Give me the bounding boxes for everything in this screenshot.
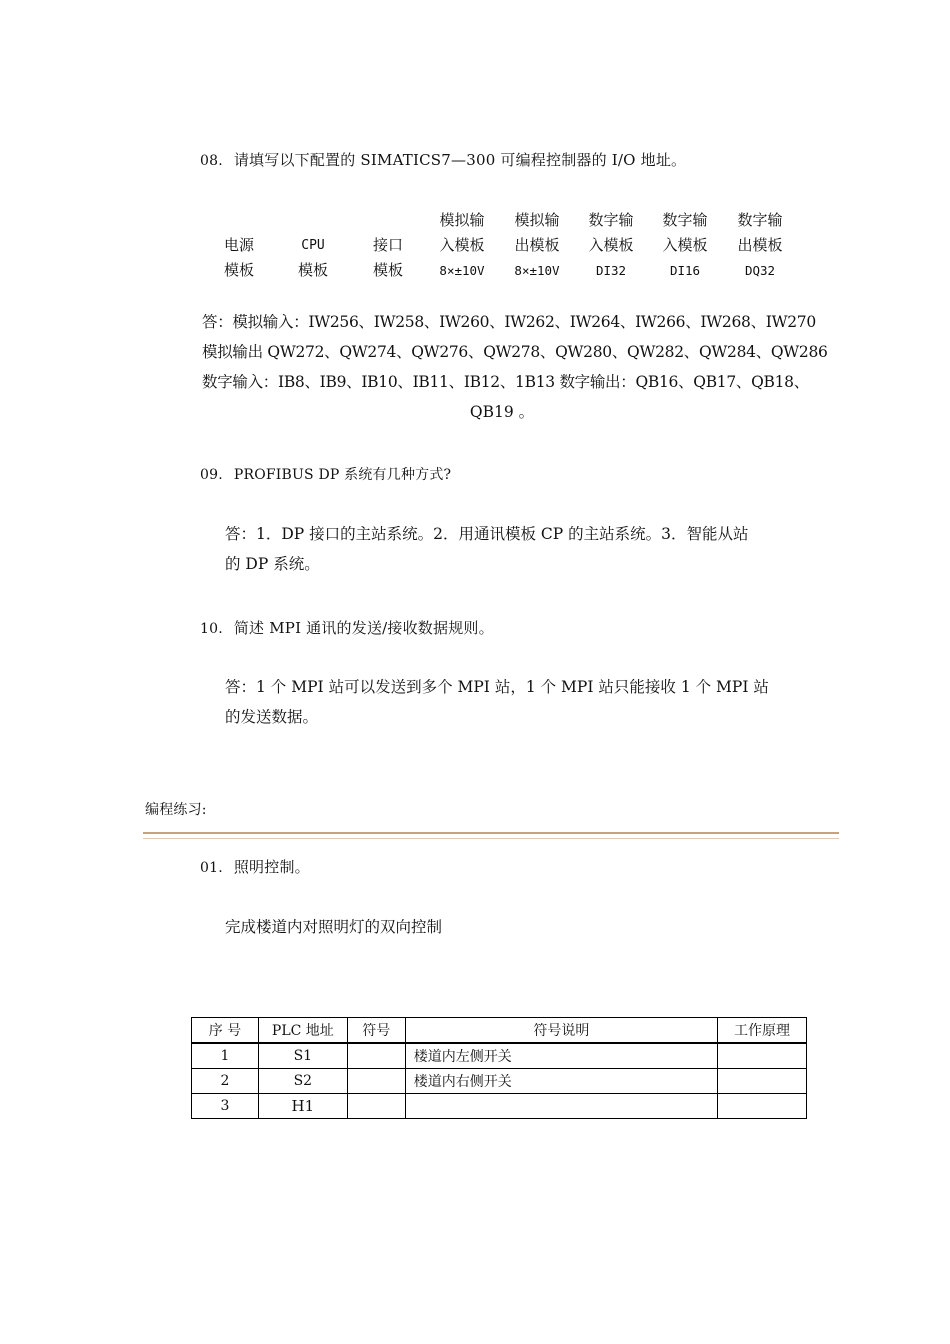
answer-line: 答：模拟输入：IW256、IW258、IW260、IW262、IW264、IW266、IW268、IW270 xyxy=(202,313,816,331)
question-10 xyxy=(200,617,494,638)
question-08 xyxy=(200,149,686,170)
cell-index: 2 xyxy=(192,1069,259,1094)
exercise-description: 完成楼道内对照明灯的双向控制 xyxy=(225,918,443,936)
cell-working-principle xyxy=(718,1043,807,1069)
answer-line: QB19 。 xyxy=(469,403,535,421)
cell-index: 1 xyxy=(192,1043,259,1069)
answer-line: 答：1．DP 接口的主站系统。2．用通讯模板 CP 的主站系统。3．智能从站 xyxy=(225,525,749,543)
exercise-01 xyxy=(200,856,310,877)
cell-plc-address: S1 xyxy=(258,1043,347,1069)
answer-line: 的 DP 系统。 xyxy=(225,555,320,573)
exercise-title: 照明控制。 xyxy=(233,858,310,876)
question-number: 08. xyxy=(200,153,223,169)
answer-09 xyxy=(225,519,785,579)
header-plc-address: PLC 地址 xyxy=(258,1018,347,1044)
cell-plc-address: S2 xyxy=(258,1069,347,1094)
table-header-row xyxy=(192,1018,807,1044)
module-cpu: CPU 模板 xyxy=(297,238,328,279)
header-index: 序 号 xyxy=(192,1018,259,1044)
answer-10 xyxy=(225,672,785,732)
cell-symbol-description xyxy=(405,1094,717,1119)
cell-working-principle xyxy=(718,1094,807,1119)
section-divider xyxy=(143,832,839,839)
cell-index: 3 xyxy=(192,1094,259,1119)
question-number: 09. xyxy=(200,467,223,483)
header-working-principle: 工作原理 xyxy=(718,1018,807,1044)
answer-08 xyxy=(202,307,828,427)
answer-line: 答：1 个 MPI 站可以发送到多个 MPI 站，1 个 MPI 站只能接收 1 个 MPI 站 xyxy=(225,678,769,696)
module-digital-input-16: 数字输 入模板 DI16 xyxy=(662,211,708,278)
question-number: 10. xyxy=(200,621,223,637)
header-symbol: 符号 xyxy=(347,1018,405,1044)
table-row xyxy=(192,1069,807,1094)
module-power: 电源 模板 xyxy=(223,236,254,279)
question-09 xyxy=(200,464,451,484)
question-text: 请填写以下配置的 SIMATICS7—300 可编程控制器的 I/O 地址。 xyxy=(233,151,687,169)
cell-symbol-description: 楼道内左侧开关 xyxy=(405,1043,717,1069)
module-interface: 接口 模板 xyxy=(372,236,403,279)
question-text: PROFIBUS DP 系统有几种方式? xyxy=(233,467,452,483)
answer-line: 的发送数据。 xyxy=(225,708,319,726)
answer-line: 数字输入：IB8、IB9、IB10、IB11、IB12、1B13 数字输出：QB16、QB17、QB18、 xyxy=(202,373,809,391)
question-text: 简述 MPI 通讯的发送/接收数据规则。 xyxy=(233,619,494,637)
module-analog-output: 模拟输 出模板 8×±10V xyxy=(514,211,560,278)
module-analog-input: 模拟输 入模板 8×±10V xyxy=(439,211,485,278)
table-row xyxy=(192,1043,807,1069)
header-symbol-description: 符号说明 xyxy=(405,1018,717,1044)
module-digital-output-32: 数字输 出模板 DQ32 xyxy=(737,211,783,278)
exercise-number: 01. xyxy=(200,860,223,876)
symbol-table xyxy=(191,1017,807,1119)
cell-symbol-description: 楼道内右侧开关 xyxy=(405,1069,717,1094)
cell-symbol xyxy=(347,1043,405,1069)
cell-working-principle xyxy=(718,1069,807,1094)
module-digital-input-32: 数字输 入模板 DI32 xyxy=(588,211,634,278)
cell-symbol xyxy=(347,1069,405,1094)
section-title: 编程练习: xyxy=(145,802,207,818)
table-row xyxy=(192,1094,807,1119)
cell-plc-address: H1 xyxy=(258,1094,347,1119)
cell-symbol xyxy=(347,1094,405,1119)
answer-line: 模拟输出 QW272、QW274、QW276、QW278、QW280、QW282、QW284、QW286 xyxy=(202,343,828,361)
